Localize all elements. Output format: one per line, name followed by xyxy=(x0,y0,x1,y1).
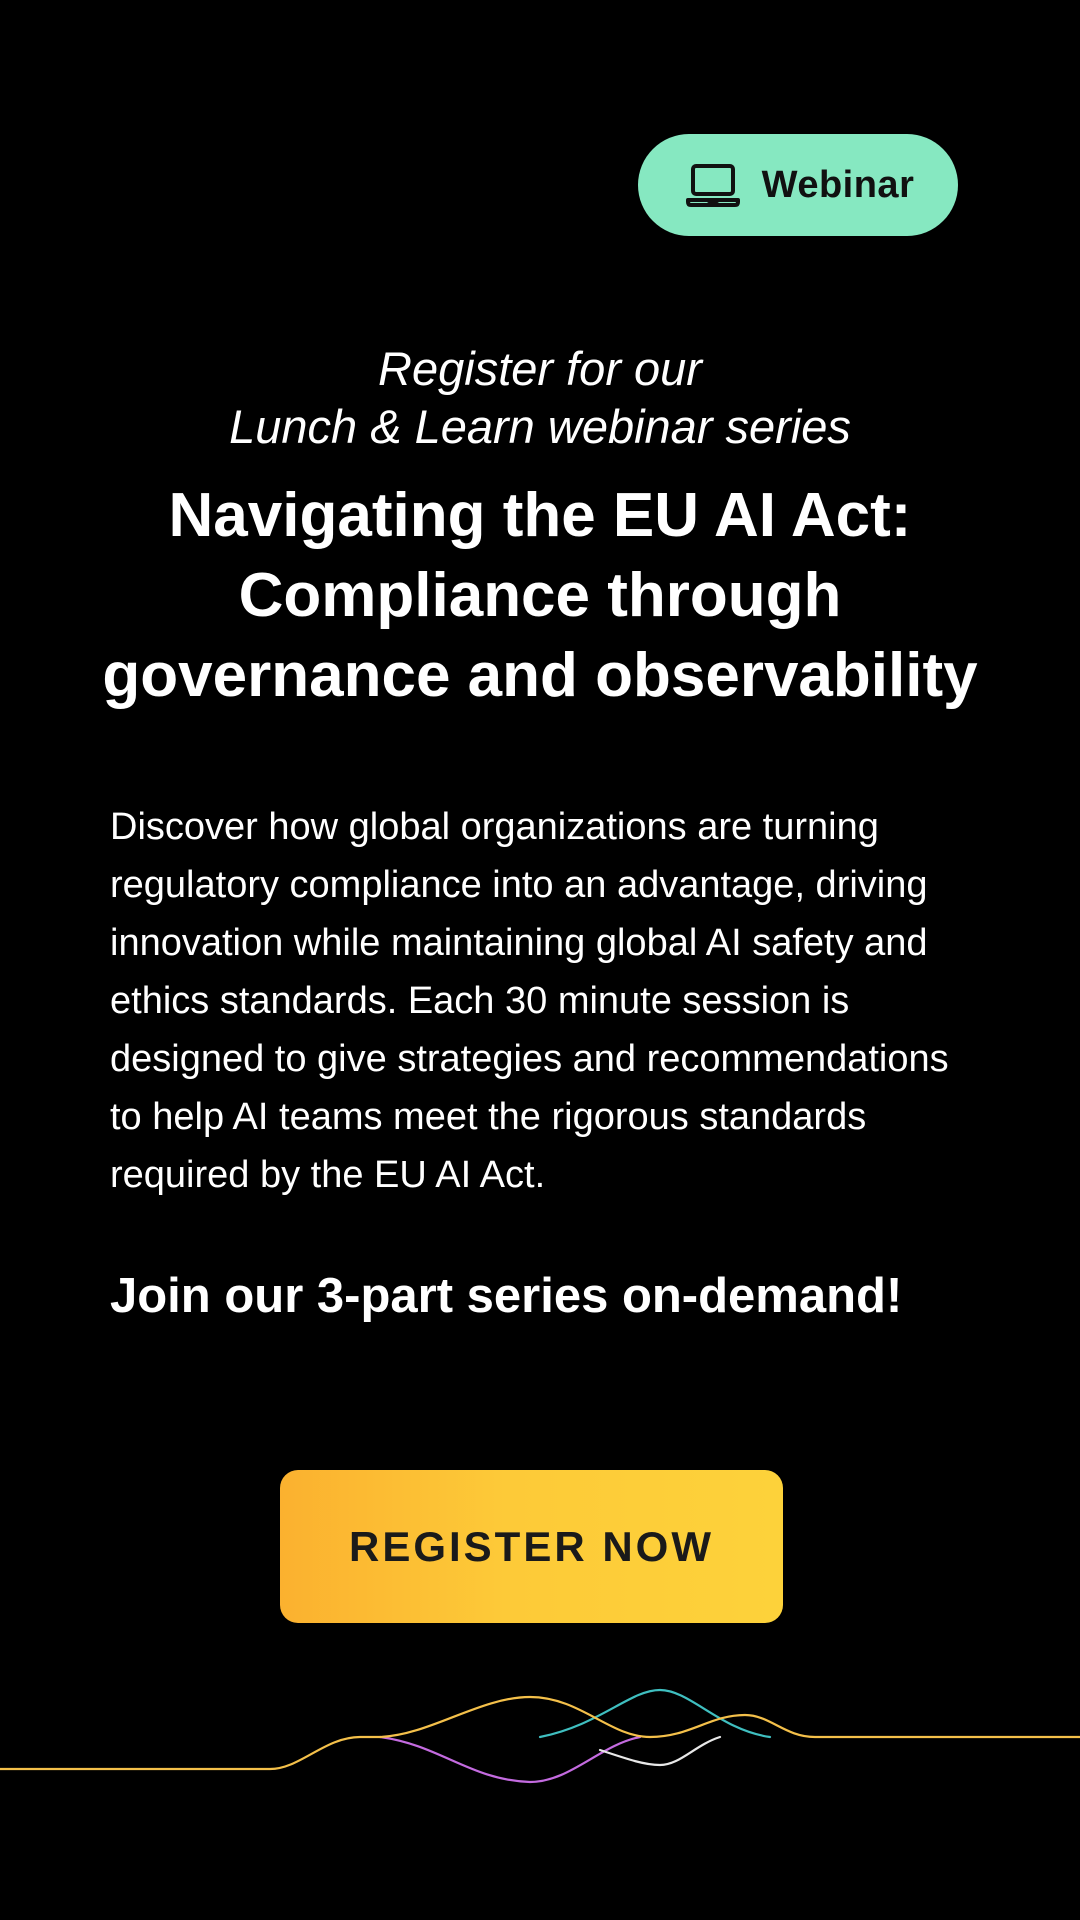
description-line: regulatory compliance into an advantage, driving xyxy=(110,864,928,906)
description-line: required by the EU AI Act. xyxy=(110,1154,546,1196)
intro-line: Lunch & Learn webinar series xyxy=(229,400,851,453)
description-line: innovation while maintaining global AI safety and xyxy=(110,922,928,964)
description-paragraph xyxy=(110,798,990,1204)
cta-heading: Join our 3-part series on-demand! xyxy=(110,1269,903,1323)
description-line: ethics standards. Each 30 minute session is xyxy=(110,980,850,1022)
laptop-icon xyxy=(686,163,740,207)
description-line: designed to give strategies and recommendations xyxy=(110,1038,949,1080)
description-line: to help AI teams meet the rigorous standards xyxy=(110,1096,867,1138)
title-line: Compliance through xyxy=(238,561,842,630)
title-line: Navigating the EU AI Act: xyxy=(168,481,912,550)
wave-teal xyxy=(540,1690,770,1737)
wave-purple xyxy=(380,1737,640,1782)
webinar-badge xyxy=(638,134,958,236)
badge-label: Webinar xyxy=(761,163,915,206)
register-now-button[interactable]: REGISTER NOW xyxy=(280,1470,783,1623)
intro-line: Register for our xyxy=(378,342,702,395)
wave-yellow xyxy=(0,1697,1080,1769)
intro-text xyxy=(0,340,1080,456)
title-line: governance and observability xyxy=(102,641,978,710)
wave-white xyxy=(600,1737,720,1765)
signal-waves-decoration xyxy=(0,1670,1080,1800)
description-line: Discover how global organizations are turning xyxy=(110,806,879,848)
page-title xyxy=(60,476,1020,716)
